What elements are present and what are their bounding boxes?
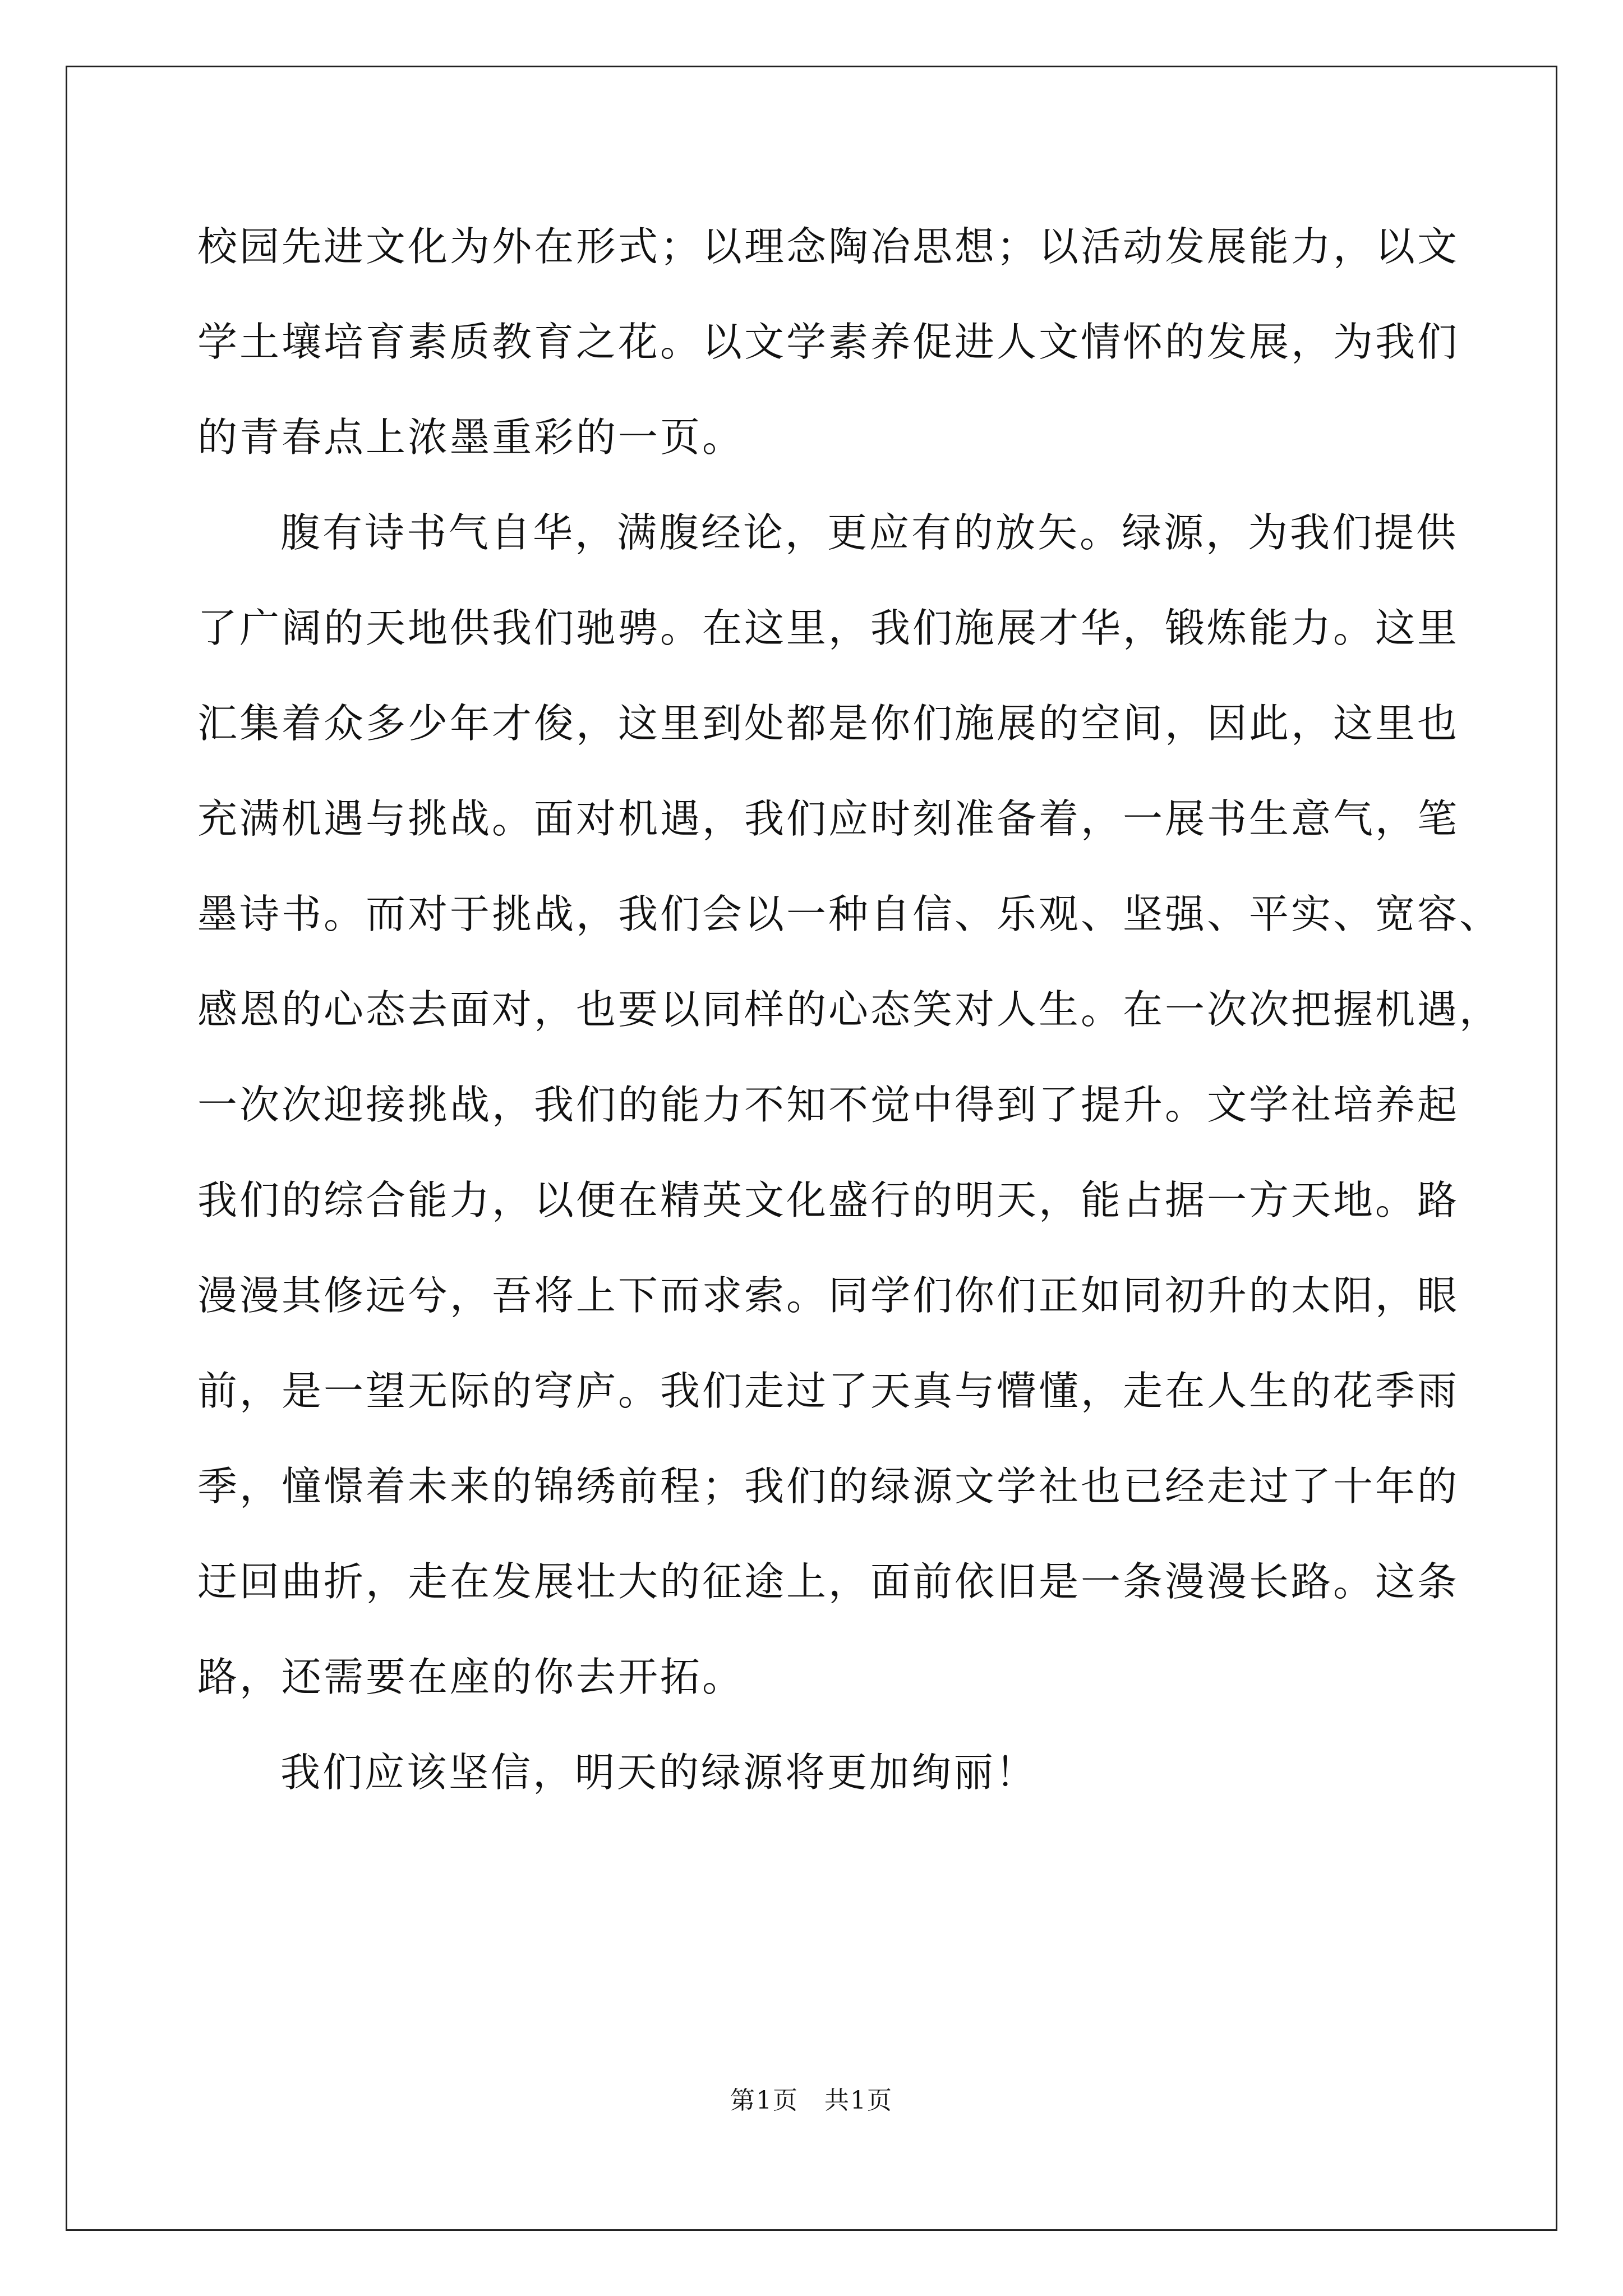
text-line-4: 腹有诗书气自华，满腹经论，更应有的放矢。绿源，为我们提供 — [280, 509, 1459, 556]
text-line-3: 的青春点上浓墨重彩的一页。 — [197, 414, 745, 461]
text-line-11: 我们的综合能力，以便在精英文化盛行的明天，能占据一方天地。路 — [197, 1177, 1460, 1223]
text-line-7: 充满机遇与挑战。面对机遇，我们应时刻准备着，一展书生意气，笔 — [197, 795, 1460, 842]
text-line-5: 了广阔的天地供我们驰骋。在这里，我们施展才华，锻炼能力。这里 — [197, 605, 1460, 651]
text-line-6: 汇集着众多少年才俊，这里到处都是你们施展的空间，因此，这里也 — [197, 700, 1460, 747]
text-line-1: 校园先进文化为外在形式；以理念陶冶思想；以活动发展能力，以文 — [197, 223, 1460, 270]
text-line-9: 感恩的心态去面对，也要以同样的心态笑对人生。在一次次把握机遇， — [197, 986, 1502, 1033]
text-line-12: 漫漫其修远兮，吾将上下而求索。同学们你们正如同初升的太阳，眼 — [197, 1272, 1460, 1319]
document-body — [197, 199, 1502, 1820]
text-line-2: 学土壤培育素质教育之花。以文学素养促进人文情怀的发展，为我们 — [197, 319, 1460, 365]
page-number-footer: 第1页 共1页 — [730, 2086, 893, 2115]
text-line-16: 路，还需要在座的你去开拓。 — [197, 1654, 745, 1700]
text-line-13: 前，是一望无际的穹庐。我们走过了天真与懵懂，走在人生的花季雨 — [197, 1368, 1460, 1414]
text-line-15: 迂回曲折，走在发展壮大的征途上，面前依旧是一条漫漫长路。这条 — [197, 1558, 1460, 1605]
text-line-8: 墨诗书。而对于挑战，我们会以一种自信、乐观、坚强、平实、宽容、 — [197, 891, 1502, 937]
text-line-17: 我们应该坚信，明天的绿源将更加绚丽！ — [280, 1749, 1038, 1796]
text-line-10: 一次次迎接挑战，我们的能力不知不觉中得到了提升。文学社培养起 — [197, 1082, 1460, 1128]
text-line-14: 季，憧憬着未来的锦绣前程；我们的绿源文学社也已经走过了十年的 — [197, 1463, 1460, 1510]
